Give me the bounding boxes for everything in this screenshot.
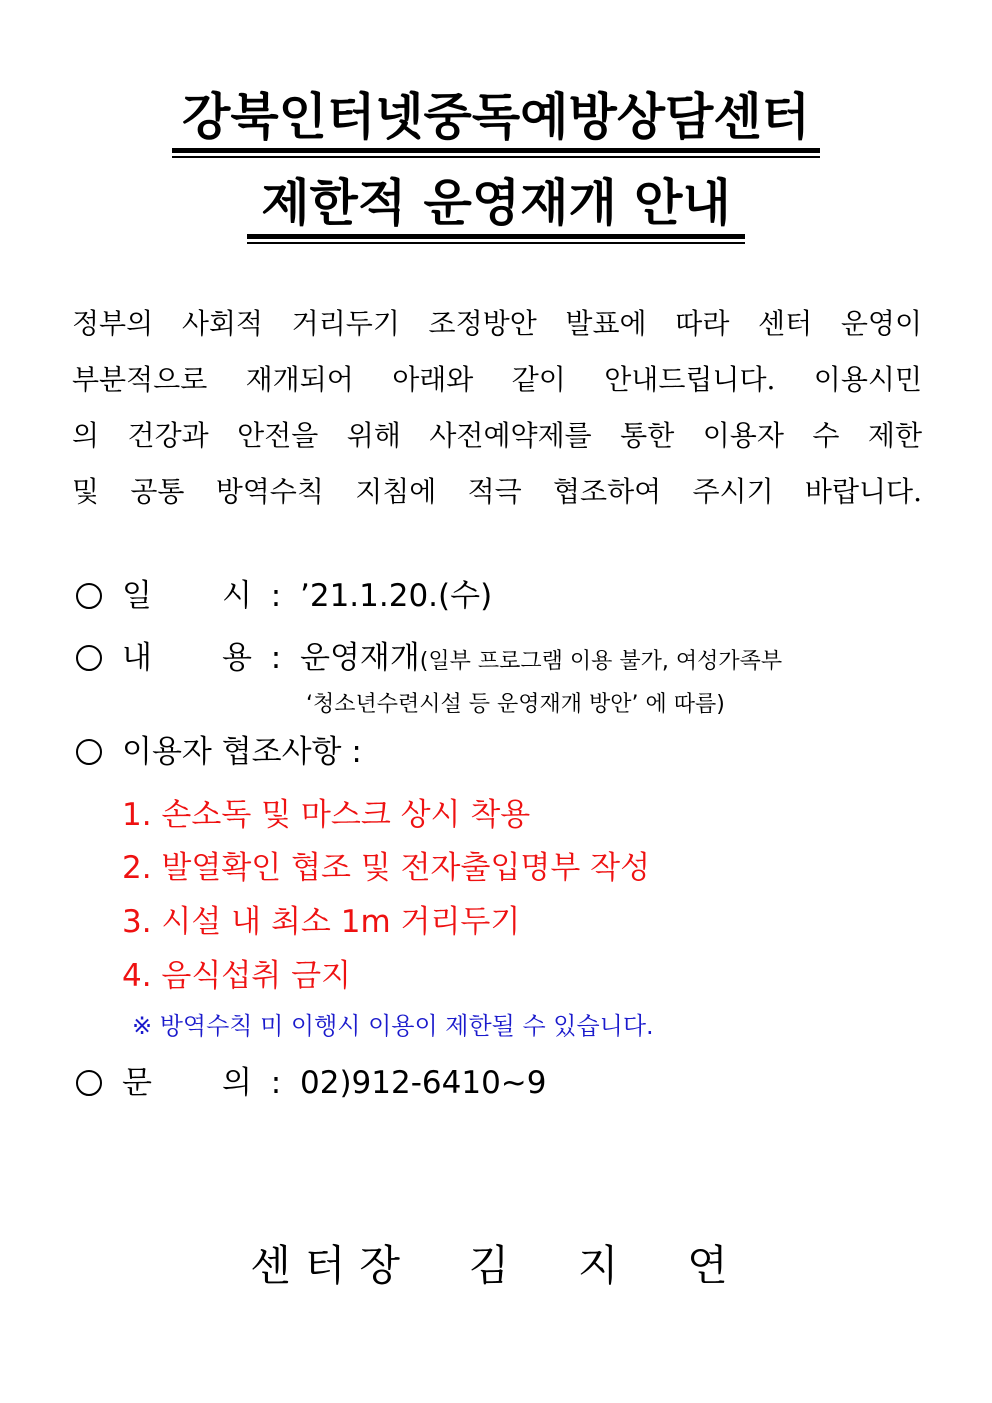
- content-value: 운영재개: [300, 640, 420, 676]
- intro-line: 정부의 사회적 거리두기 조정방안 발표에 따라 센터 운영이: [72, 307, 922, 340]
- cooperation-heading-row: [76, 732, 362, 772]
- cooperation-item: 3. 시설 내 최소 1m 거리두기: [122, 904, 521, 940]
- content-row: [76, 638, 782, 682]
- page-subtitle: 제한적 운영재개 안내: [261, 174, 731, 232]
- title-underline-thick: [172, 148, 820, 153]
- separator: :: [270, 640, 282, 676]
- schedule-row: [76, 576, 492, 616]
- title-block-2: [0, 172, 992, 244]
- circle-bullet-icon: [76, 645, 102, 671]
- subtitle-underline-thin: [247, 242, 745, 244]
- schedule-value: ’21.1.20.(수): [300, 578, 493, 614]
- intro-line: 및 공통 방역수칙 지침에 적극 협조하여 주시기 바랍니다.: [72, 475, 922, 508]
- subtitle-underline-thick: [247, 234, 745, 239]
- content-note-line1: (일부 프로그램 이용 불가, 여성가족부: [419, 649, 783, 674]
- separator: :: [270, 578, 282, 614]
- intro-line: 의 건강과 안전을 위해 사전예약제를 통한 이용자 수 제한: [72, 419, 922, 452]
- content-note-line2: ‘청소년수련시설 등 운영재개 방안’ 에 따름): [306, 692, 725, 717]
- cooperation-heading: 이용자 협조사항 :: [122, 734, 362, 770]
- page-title: 강북인터넷중독예방상담센터: [182, 88, 810, 146]
- inquiry-row: [76, 1063, 547, 1103]
- intro-paragraph: [72, 296, 922, 520]
- cooperation-item: 2. 발열확인 협조 및 전자출입명부 작성: [122, 850, 651, 886]
- title-block-1: [0, 86, 992, 158]
- separator: :: [270, 1065, 282, 1101]
- content-label: 내 용: [122, 640, 252, 676]
- intro-line: 부분적으로 재개되어 아래와 같이 안내드립니다. 이용시민: [72, 363, 922, 396]
- title-wrap-2: [247, 172, 745, 244]
- inquiry-phone: 02)912-6410~9: [300, 1065, 547, 1101]
- schedule-label: 일 시: [122, 578, 252, 614]
- circle-bullet-icon: [76, 1070, 102, 1096]
- restriction-notice: ※ 방역수칙 미 이행시 이용이 제한될 수 있습니다.: [132, 1012, 654, 1040]
- inquiry-label: 문 의: [122, 1065, 252, 1101]
- cooperation-item: 1. 손소독 및 마스크 상시 착용: [122, 797, 531, 833]
- cooperation-item: 4. 음식섭취 금지: [122, 958, 351, 994]
- title-wrap-1: [172, 86, 820, 158]
- title-underline-thin: [172, 156, 820, 158]
- signature: 센터장 김 지 연: [250, 1241, 742, 1290]
- circle-bullet-icon: [76, 739, 102, 765]
- circle-bullet-icon: [76, 583, 102, 609]
